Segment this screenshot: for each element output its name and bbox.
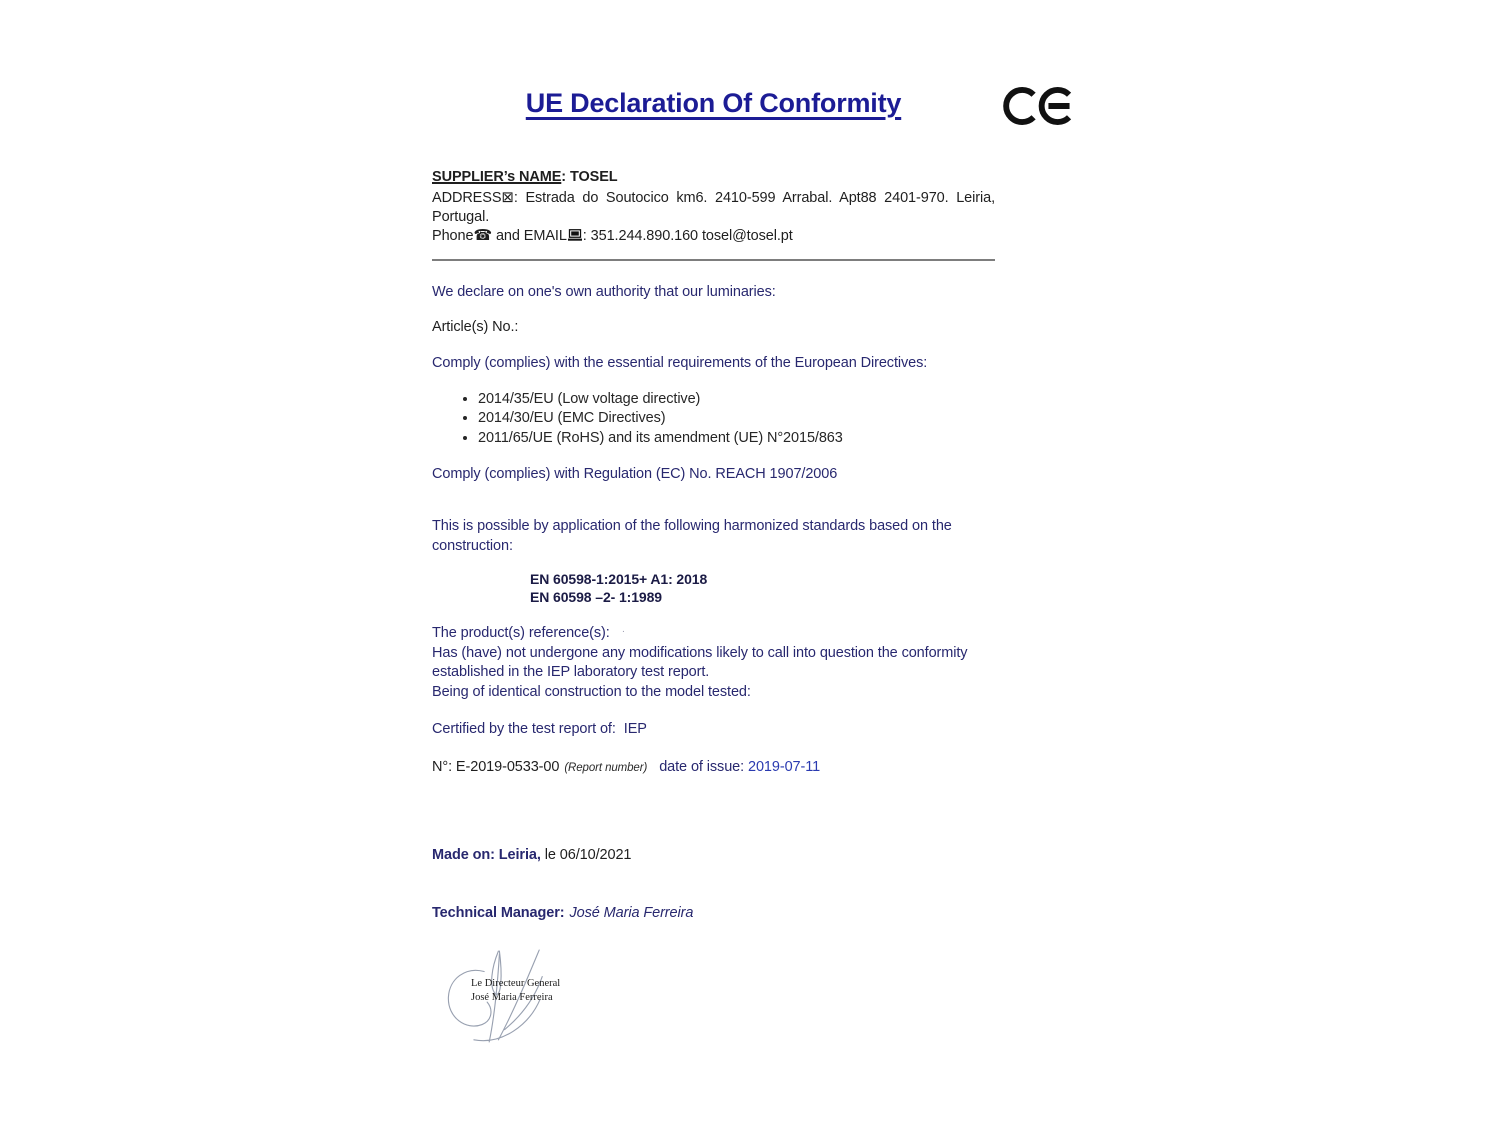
certified-value: IEP bbox=[623, 721, 647, 737]
address-label: ADDRESS bbox=[432, 190, 502, 206]
directive-item: • 2014/30/EU (EMC Directives) bbox=[478, 409, 998, 428]
no-modifications-line1: Has (have) not undergone any modifications likely to call into question the conformity bbox=[432, 644, 968, 661]
comply-directives-line: Comply (complies) with the essential requirements of the European Directives: bbox=[432, 355, 928, 371]
certified-line bbox=[432, 720, 995, 740]
email-label: and EMAIL bbox=[492, 228, 567, 244]
certified-label: Certified by the test report of: bbox=[432, 721, 616, 737]
supplier-address-line2: Portugal. bbox=[432, 209, 490, 225]
report-number: N°: E-2019-0533-00 bbox=[432, 759, 560, 775]
identical-construction-line: Being of identical construction to the model tested: bbox=[432, 683, 751, 700]
phone-label: Phone bbox=[432, 228, 474, 244]
comply-reach-line: Comply (complies) with Regulation (EC) No. REACH 1907/2006 bbox=[432, 466, 838, 482]
supplier-contact-line bbox=[432, 226, 995, 248]
articles-line: Article(s) No.: bbox=[432, 319, 519, 335]
directive-item: • 2011/65/UE (RoHS) and its amendment (UE) N°2015/863 bbox=[478, 429, 998, 448]
made-on-label: Made on: Leiria, bbox=[432, 847, 541, 863]
computer-icon bbox=[568, 228, 582, 248]
product-ref-text: The product(s) reference(s): bbox=[432, 625, 610, 641]
technical-manager-value: José Maria Ferreira bbox=[569, 905, 694, 921]
declare-statement: We declare on one's own authority that our luminaries: bbox=[432, 284, 776, 300]
made-on-line bbox=[432, 846, 995, 866]
ce-mark-icon bbox=[1002, 84, 1078, 133]
issue-date-value: 2019-07-11 bbox=[748, 759, 821, 775]
product-reference-block bbox=[432, 622, 995, 702]
product-ref-line bbox=[432, 622, 995, 644]
address-value: : Estrada do Soutocico km6. 2410-599 Arrabal. Apt88 2401-970. Leiria, bbox=[513, 190, 995, 206]
contact-value: : 351.244.890.160 tosel@tosel.pt bbox=[582, 228, 793, 244]
signature-title: Le Directeur General bbox=[471, 978, 561, 989]
standards-block bbox=[530, 571, 950, 606]
issue-date-label: date of issue: bbox=[659, 759, 745, 775]
stray-mark: · bbox=[621, 626, 625, 637]
directives-list bbox=[432, 390, 998, 448]
phone-icon: ☎ bbox=[473, 227, 493, 244]
supplier-name-label: SUPPLIER’s NAME bbox=[432, 169, 562, 185]
harmonized-intro bbox=[432, 517, 995, 556]
ce-mark-svg bbox=[1002, 84, 1078, 128]
technical-manager-label: Technical Manager: bbox=[432, 905, 565, 921]
no-modifications-line2: established in the IEP laboratory test report. bbox=[432, 664, 710, 681]
signature-name: José Maria Ferreira bbox=[471, 991, 553, 1003]
supplier-name-line bbox=[432, 168, 995, 188]
report-line bbox=[432, 758, 995, 779]
report-number-note: (Report number) bbox=[564, 762, 648, 774]
envelope-icon: ⊠ bbox=[501, 189, 514, 206]
harmonized-intro-line2: construction: bbox=[432, 537, 513, 554]
harmonized-intro-line1: This is possible by application of the following harmonized standards based on the bbox=[432, 518, 952, 534]
directive-item: • 2014/35/EU (Low voltage directive) bbox=[478, 390, 998, 409]
standard-line: EN 60598 –2- 1:1989 bbox=[530, 588, 662, 605]
divider-rule bbox=[432, 259, 995, 261]
technical-manager-line bbox=[432, 904, 995, 924]
standard-line: EN 60598-1:2015+ A1: 2018 bbox=[530, 571, 708, 587]
supplier-name-value: : TOSEL bbox=[561, 169, 618, 185]
signature-text bbox=[471, 977, 560, 1004]
page-title: UE Declaration Of Conformity bbox=[525, 88, 902, 118]
made-on-value: le 06/10/2021 bbox=[544, 847, 632, 863]
